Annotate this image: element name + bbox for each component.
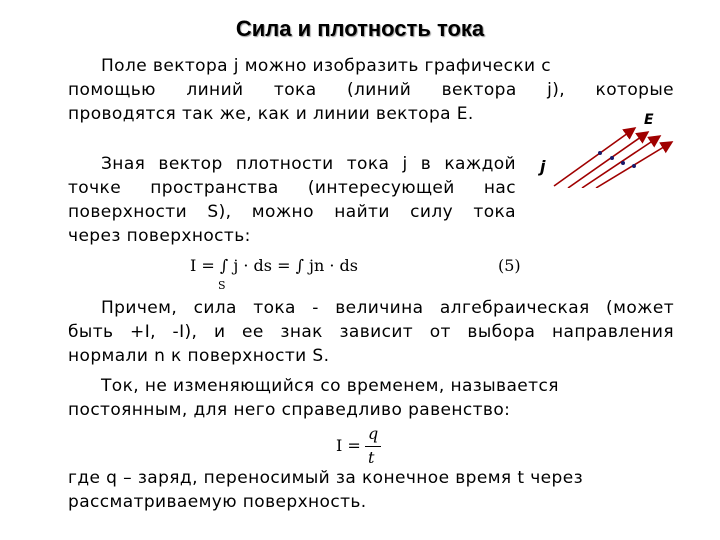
current-line-dot (632, 164, 636, 168)
paragraph-line: точке пространства (интересующей нас (68, 178, 516, 198)
current-line-dot (610, 156, 614, 160)
paragraph-charge-definition (68, 466, 674, 514)
paragraph-line: нормали n к поверхности S. (68, 346, 330, 366)
paragraph-line: постоянным, для него справедливо равенство: (68, 400, 511, 420)
current-line (582, 136, 660, 188)
formula-number: (5) (498, 256, 521, 275)
current-lines-figure (530, 108, 690, 188)
paragraph-line: помощью линий тока (линий вектора j), которые (68, 80, 674, 100)
paragraph-direct-current (68, 374, 674, 422)
paragraph-algebraic-current (68, 296, 674, 368)
paragraph-line: быть +I, -I), и ее знак зависит от выбора направления (68, 322, 674, 342)
formula-direct-current (336, 424, 396, 468)
current-line (554, 128, 635, 186)
current-line (568, 132, 648, 188)
paragraph-line: рассматриваемую поверхность. (68, 492, 367, 512)
paragraph-line: где q – заряд, переносимый за конечное время t через (68, 468, 584, 488)
formula-current-integral (190, 256, 358, 275)
formula-numerator: q (368, 424, 379, 443)
page-title: Сила и плотность тока (235, 16, 485, 41)
paragraph-line: Поле вектора j можно изобразить графически с (101, 56, 551, 76)
paragraph-current-strength (68, 152, 516, 248)
vector-e-label: E (644, 112, 654, 128)
vector-j-label: j (540, 157, 546, 176)
fraction-bar (365, 446, 381, 447)
paragraph-line: Причем, сила тока - величина алгебраическая (может (101, 298, 674, 318)
formula-lhs: I = (336, 436, 361, 455)
paragraph-line: Ток, не изменяющийся со временем, называется (101, 376, 559, 396)
formula-subscript-s: S (218, 279, 226, 292)
current-line-dot (598, 151, 602, 155)
current-line-dot (621, 161, 625, 165)
current-line-arrows (554, 128, 672, 188)
formula-text: I = ∫ j · ds = ∫ jn · ds (190, 256, 358, 275)
paragraph-line: через поверхность: (68, 226, 251, 246)
paragraph-line: Зная вектор плотности тока j в каждой (101, 154, 516, 174)
paragraph-line: поверхности S), можно найти силу тока (68, 202, 516, 222)
formula-denominator: t (368, 448, 375, 467)
paragraph-line: проводятся так же, как и линии вектора E. (68, 104, 474, 124)
